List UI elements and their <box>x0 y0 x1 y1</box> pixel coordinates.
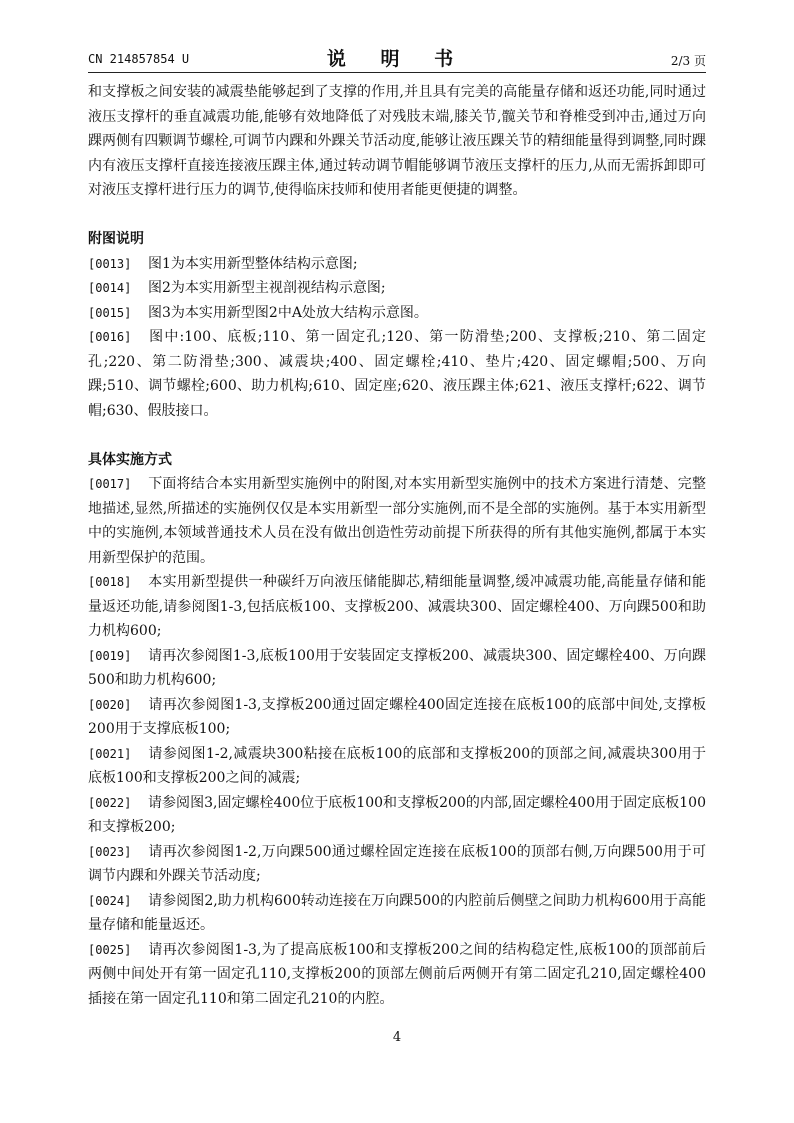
paragraph-0021 <box>88 742 706 791</box>
paragraph-text: 图中:100、底板;110、第一固定孔;120、第一防滑垫;200、支撑板;210、第二固定孔;220、第二防滑垫;300、减震块;400、固定螺栓;410、垫片;420、固定螺帽;500、万向踝;510、调节螺栓;600、助力机构;610、固定座;620、液压踝主体;621、液压支撑杆;622、调节帽;630、假肢接口。 <box>88 329 706 419</box>
paragraph-0023 <box>88 840 706 889</box>
paragraph-text: 本实用新型提供一种碳纤万向液压储能脚芯,精细能量调整,缓冲减震功能,高能量存储和能量返还功能,请参阅图1-3,包括底板100、支撑板200、减震块300、固定螺栓400、万向踝500和助力机构600; <box>88 574 706 639</box>
spacer <box>88 423 706 448</box>
paragraph-number: [0017] <box>88 477 132 491</box>
page-header <box>88 44 706 68</box>
patent-number: CN 214857854 U <box>88 52 190 66</box>
section-heading-embodiments: 具体实施方式 <box>88 451 172 468</box>
paragraph-number: [0020] <box>88 697 132 712</box>
paragraph-0020 <box>88 693 706 742</box>
paragraph-text: 下面将结合本实用新型实施例中的附图,对本实用新型实施例中的技术方案进行清楚、完整地描述,显然,所描述的实施例仅仅是本实用新型一部分实施例,而不是全部的实施例。基于本实用新型中的实施例,本领域普通技术人员在没有做出创造性劳动前提下所获得的所有其他实施例,都属于本实用新型保护的范围。 <box>88 476 706 566</box>
paragraph-text: 图3为本实用新型图2中A处放大结构示意图。 <box>148 304 428 321</box>
paragraph-0025 <box>88 938 706 1012</box>
paragraph-number: [0024] <box>88 893 132 908</box>
paragraph-0019 <box>88 644 706 693</box>
paragraph-text: 请再次参阅图1-2,万向踝500通过螺栓固定连接在底板100的顶部右侧,万向踝500用于可调节内踝和外踝关节活动度; <box>88 843 706 884</box>
page-number: 4 <box>392 1030 402 1045</box>
paragraph-text: 请再次参阅图1-3,为了提高底板100和支撑板200之间的结构稳定性,底板100的顶部前后两侧中间处开有第一固定孔110,支撑板200的顶部左侧前后两侧开有第二固定孔210,固定螺栓400插接在第一固定孔110和第二固定孔210的内腔。 <box>88 941 706 1007</box>
paragraph-0015 <box>88 301 706 326</box>
paragraph-0024 <box>88 889 706 938</box>
paragraph-text: 请参阅图1-2,减震块300粘接在底板100的底部和支撑板200的顶部之间,减震块300用于底板100和支撑板200之间的减震; <box>88 745 706 786</box>
paragraph-number: [0019] <box>88 648 132 663</box>
page-info: 2/3 页 <box>670 54 706 68</box>
paragraph-number: [0014] <box>88 281 132 295</box>
paragraph-text: 请参阅图3,固定螺栓400位于底板100和支撑板200的内部,固定螺栓400用于固定底板100和支撑板200; <box>88 794 706 835</box>
paragraph-0022 <box>88 791 706 840</box>
paragraph-0013 <box>88 252 706 277</box>
section-heading-drawings: 附图说明 <box>88 231 144 247</box>
intro-paragraph: 和支撑板之间安装的减震垫能够起到了支撑的作用,并且具有完美的高能量存储和返还功能,同时通过液压支撑杆的垂直减震功能,能够有效地降低了对残肢末端,膝关节,髋关节和脊椎受到冲击,通过万向踝两侧有四颗调节螺栓,可调节内踝和外踝关节活动度,能够让液压踝关节的精细能量得到调整,同时踝内有液压支撑杆直接连接液压踝主体,通过转动调节帽能够调节液压支撑杆的压力,从而无需拆卸即可对液压支撑杆进行压力的调节,使得临床技师和使用者能更便捷的调整。 <box>88 84 706 198</box>
document-body <box>88 80 706 1011</box>
spacer <box>88 203 706 228</box>
document-title: 说 明 书 <box>326 48 468 70</box>
paragraph-number: [0013] <box>88 256 132 271</box>
paragraph-text: 请再次参阅图1-3,底板100用于安装固定支撑板200、减震块300、固定螺栓400、万向踝500和助力机构600; <box>88 647 706 688</box>
paragraph-text: 图1为本实用新型整体结构示意图; <box>148 255 358 272</box>
paragraph-text: 图2为本实用新型主视剖视结构示意图; <box>148 280 386 296</box>
paragraph-number: [0023] <box>88 844 132 859</box>
paragraph-0016 <box>88 325 706 423</box>
paragraph-number: [0022] <box>88 795 132 810</box>
paragraph-number: [0021] <box>88 746 132 761</box>
paragraph-0017 <box>88 472 706 570</box>
paragraph-number: [0025] <box>88 942 132 957</box>
paragraph-number: [0016] <box>88 330 132 344</box>
paragraph-0014 <box>88 276 706 301</box>
paragraph-text: 请参阅图2,助力机构600转动连接在万向踝500的内腔前后侧壁之间助力机构600用于高能量存储和能量返还。 <box>88 892 706 933</box>
paragraph-0018 <box>88 570 706 644</box>
paragraph-text: 请再次参阅图1-3,支撑板200通过固定螺栓400固定连接在底板100的底部中间处,支撑板200用于支撑底板100; <box>88 696 706 737</box>
paragraph-number: [0015] <box>88 305 132 320</box>
header-divider <box>88 72 706 73</box>
paragraph-number: [0018] <box>88 575 132 589</box>
